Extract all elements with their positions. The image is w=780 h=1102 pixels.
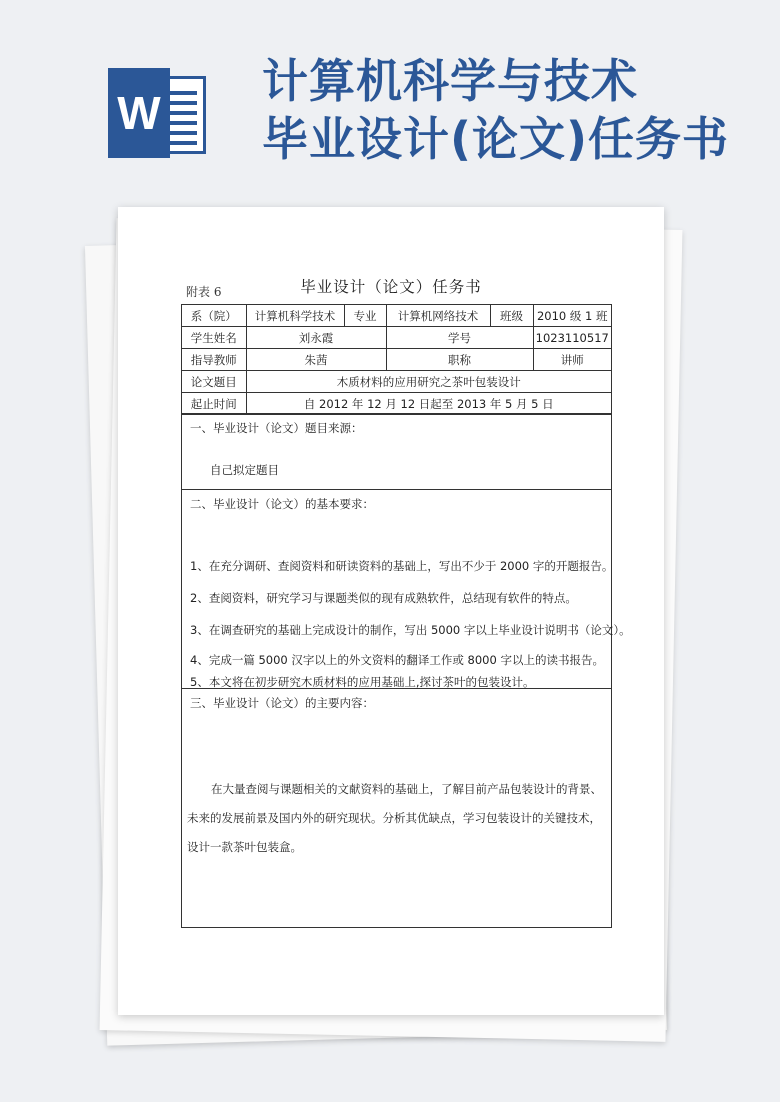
table-row [182, 305, 611, 327]
student-label: 学生姓名 [182, 327, 246, 349]
student-value: 刘永霞 [246, 327, 386, 349]
rank-value: 讲师 [533, 349, 611, 371]
section-main-content [182, 688, 611, 927]
rank-label: 职称 [386, 349, 533, 371]
table-row [182, 393, 611, 415]
section3-body: 在大量查阅与课题相关的文献资料的基础上，了解目前产品包装设计的背景、未来的发展前景及国内外的研究现状。分析其优缺点，学习包装设计的关键技术，设计一款茶叶包装盒。 [187, 782, 602, 854]
dept-label: 系（院） [182, 305, 246, 327]
task-form [181, 304, 631, 928]
appendix-label: 附表 6 [186, 285, 222, 299]
student-id-label: 学号 [386, 327, 533, 349]
banner-title-line1: 计算机科学与技术 [262, 54, 638, 108]
document-title: 毕业设计（论文）任务书 [300, 278, 482, 296]
advisor-value: 朱茜 [246, 349, 386, 371]
requirement-item: 3、在调查研究的基础上完成设计的制作，写出 5000 字以上毕业设计说明书（论文）。 [190, 623, 631, 637]
requirement-item: 5、本文将在初步研究木质材料的应用基础上,探讨茶叶的包装设计。 [190, 675, 535, 689]
table-row [182, 371, 611, 393]
advisor-label: 指导教师 [182, 349, 246, 371]
banner [0, 0, 780, 200]
major-value: 计算机网络技术 [386, 305, 490, 327]
info-table [182, 305, 611, 415]
requirement-item: 2、查阅资料，研究学习与课题类似的现有成熟软件，总结现有软件的特点。 [190, 591, 577, 605]
section3-heading: 三、毕业设计（论文）的主要内容： [190, 696, 374, 710]
topic-value: 木质材料的应用研究之茶叶包装设计 [246, 371, 611, 393]
banner-title-line2: 毕业设计(论文)任务书 [262, 112, 730, 166]
period-value: 自 2012 年 12 月 12 日起至 2013 年 5 月 5 日 [246, 393, 611, 415]
topic-label: 论文题目 [182, 371, 246, 393]
table-row [182, 349, 611, 371]
section1-body: 自己拟定题目 [210, 463, 279, 477]
table-row [182, 327, 611, 349]
requirement-item: 4、完成一篇 5000 汉字以上的外文资料的翻译工作或 8000 字以上的读书报告。 [190, 653, 604, 667]
section-requirements [182, 489, 631, 689]
section1-heading: 一、毕业设计（论文）题目来源： [190, 421, 363, 435]
banner-title [262, 52, 772, 168]
word-logo-letter: W [108, 68, 170, 158]
class-value: 2010 级 1 班 [533, 305, 611, 327]
student-id-value: 1023110517 [533, 327, 611, 349]
requirement-item: 1、在充分调研、查阅资料和研读资料的基础上，写出不少于 2000 字的开题报告。 [190, 559, 614, 573]
word-icon [108, 68, 208, 158]
section-topic-source [182, 413, 611, 489]
dept-value: 计算机科学技术 [246, 305, 344, 327]
class-label: 班级 [490, 305, 533, 327]
document-page [118, 207, 664, 1015]
major-label: 专业 [344, 305, 386, 327]
section2-heading: 二、毕业设计（论文）的基本要求： [190, 497, 374, 511]
period-label: 起止时间 [182, 393, 246, 415]
